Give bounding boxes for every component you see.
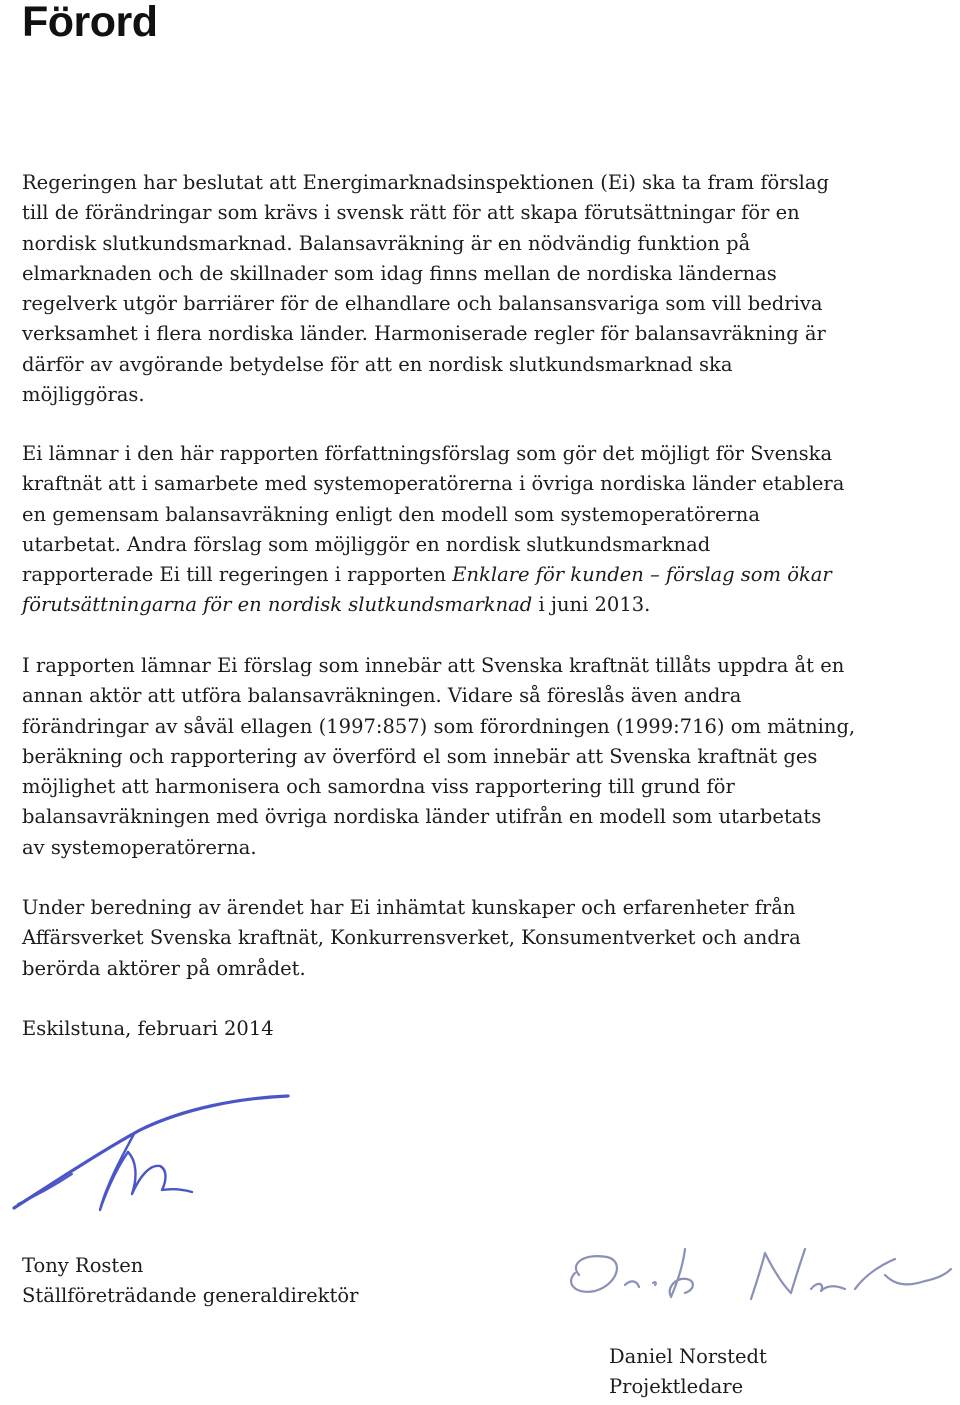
report-title-part: förutsättningarna för en nordisk slutkundsmarknad: [22, 593, 533, 617]
signature-stroke: [653, 1282, 656, 1285]
text-line: förändringar av såväl ellagen (1997:857) som förordningen (1999:716) om mätning,: [22, 714, 856, 738]
paragraph-consultation: [22, 893, 942, 984]
report-title-part: Enklare för kunden – förslag som ökar: [452, 563, 832, 587]
text-line: I rapporten lämnar Ei förslag som innebär att Svenska kraftnät tillåts uppdra åt en: [22, 654, 845, 677]
text-line: möjliggöras.: [22, 383, 145, 407]
signature-stroke: [670, 1249, 693, 1297]
text-line: en gemensam balansavräkning enligt den modell som systemoperatörerna: [22, 502, 760, 526]
text-line: [22, 560, 942, 590]
text-line: Ei lämnar i den här rapporten författningsförslag som gör det möjligt för Svenska: [22, 442, 833, 465]
paragraph-recommendations: [22, 651, 942, 863]
text-line: nordisk slutkundsmarknad. Balansavräkning är en nödvändig funktion på: [22, 231, 751, 255]
text-segment: rapporterade Ei till regeringen i rapporten: [22, 563, 453, 587]
signatory-block-1: [22, 1251, 358, 1311]
text-line: balansavräkningen med övriga nordiska länder utifrån en modell som utarbetats: [22, 805, 822, 829]
signature-stroke: [571, 1256, 617, 1292]
text-line: beräkning och rapportering av överförd el som innebär att Svenska kraftnät ges: [22, 744, 818, 768]
text-line: annan aktör att utföra balansavräkningen. Vidare så föreslås även andra: [22, 684, 742, 708]
signatory-block-2: [609, 1342, 767, 1402]
paragraph-proposal: [22, 439, 942, 621]
text-line: elmarknaden och de skillnader som idag finns mellan de nordiska ländernas: [22, 261, 777, 285]
signatory-title: Ställföreträdande generaldirektör: [22, 1284, 359, 1307]
signature-stroke: [855, 1259, 951, 1289]
text-line: verksamhet i flera nordiska länder. Harmoniserade regler för balansavräkning är: [22, 322, 826, 346]
text-line: Regeringen har beslutat att Energimarknadsinspektionen (Ei) ska ta fram förslag: [22, 171, 829, 194]
signatory-name: Tony Rosten: [22, 1254, 144, 1277]
text-line: [22, 590, 942, 620]
signatory-title: Projektledare: [609, 1375, 744, 1398]
signature-daniel-norstedt: [555, 1235, 955, 1315]
text-line: av systemoperatörerna.: [22, 835, 257, 859]
signature-stroke: [811, 1284, 845, 1291]
text-line: därför av avgörande betydelse för att en nordisk slutkundsmarknad ska: [22, 352, 733, 376]
page-title: Förord: [22, 0, 158, 46]
text-line: till de förändringar som krävs i svensk rätt för att skapa förutsättningar för en: [22, 201, 800, 225]
signature-tony-rosten: [10, 1090, 300, 1220]
text-segment: i juni 2013.: [532, 593, 651, 617]
signature-stroke: [751, 1249, 805, 1299]
text-line: regelverk utgör barriärer för de elhandlare och balansansvariga som vill bedriva: [22, 292, 823, 316]
signature-stroke: [100, 1134, 134, 1210]
place-and-date: [22, 1014, 942, 1044]
text-line: utarbetat. Andra förslag som möjliggör en nordisk slutkundsmarknad: [22, 532, 711, 556]
text-line: kraftnät att i samarbete med systemoperatörerna i övriga nordiska länder etablera: [22, 472, 845, 496]
text-line: Affärsverket Svenska kraftnät, Konkurrensverket, Konsumentverket och andra: [22, 926, 801, 950]
paragraph-intro: [22, 168, 942, 410]
text-line: möjlighet att harmonisera och samordna viss rapportering till grund för: [22, 775, 735, 799]
signature-stroke: [14, 1096, 288, 1208]
signature-stroke: [625, 1281, 639, 1287]
signature-stroke: [128, 1152, 192, 1194]
signatory-name: Daniel Norstedt: [609, 1345, 767, 1368]
text-line: berörda aktörer på området.: [22, 956, 306, 980]
text-line: Under beredning av ärendet har Ei inhämtat kunskaper och erfarenheter från: [22, 896, 796, 919]
text-line: Eskilstuna, februari 2014: [22, 1017, 274, 1040]
